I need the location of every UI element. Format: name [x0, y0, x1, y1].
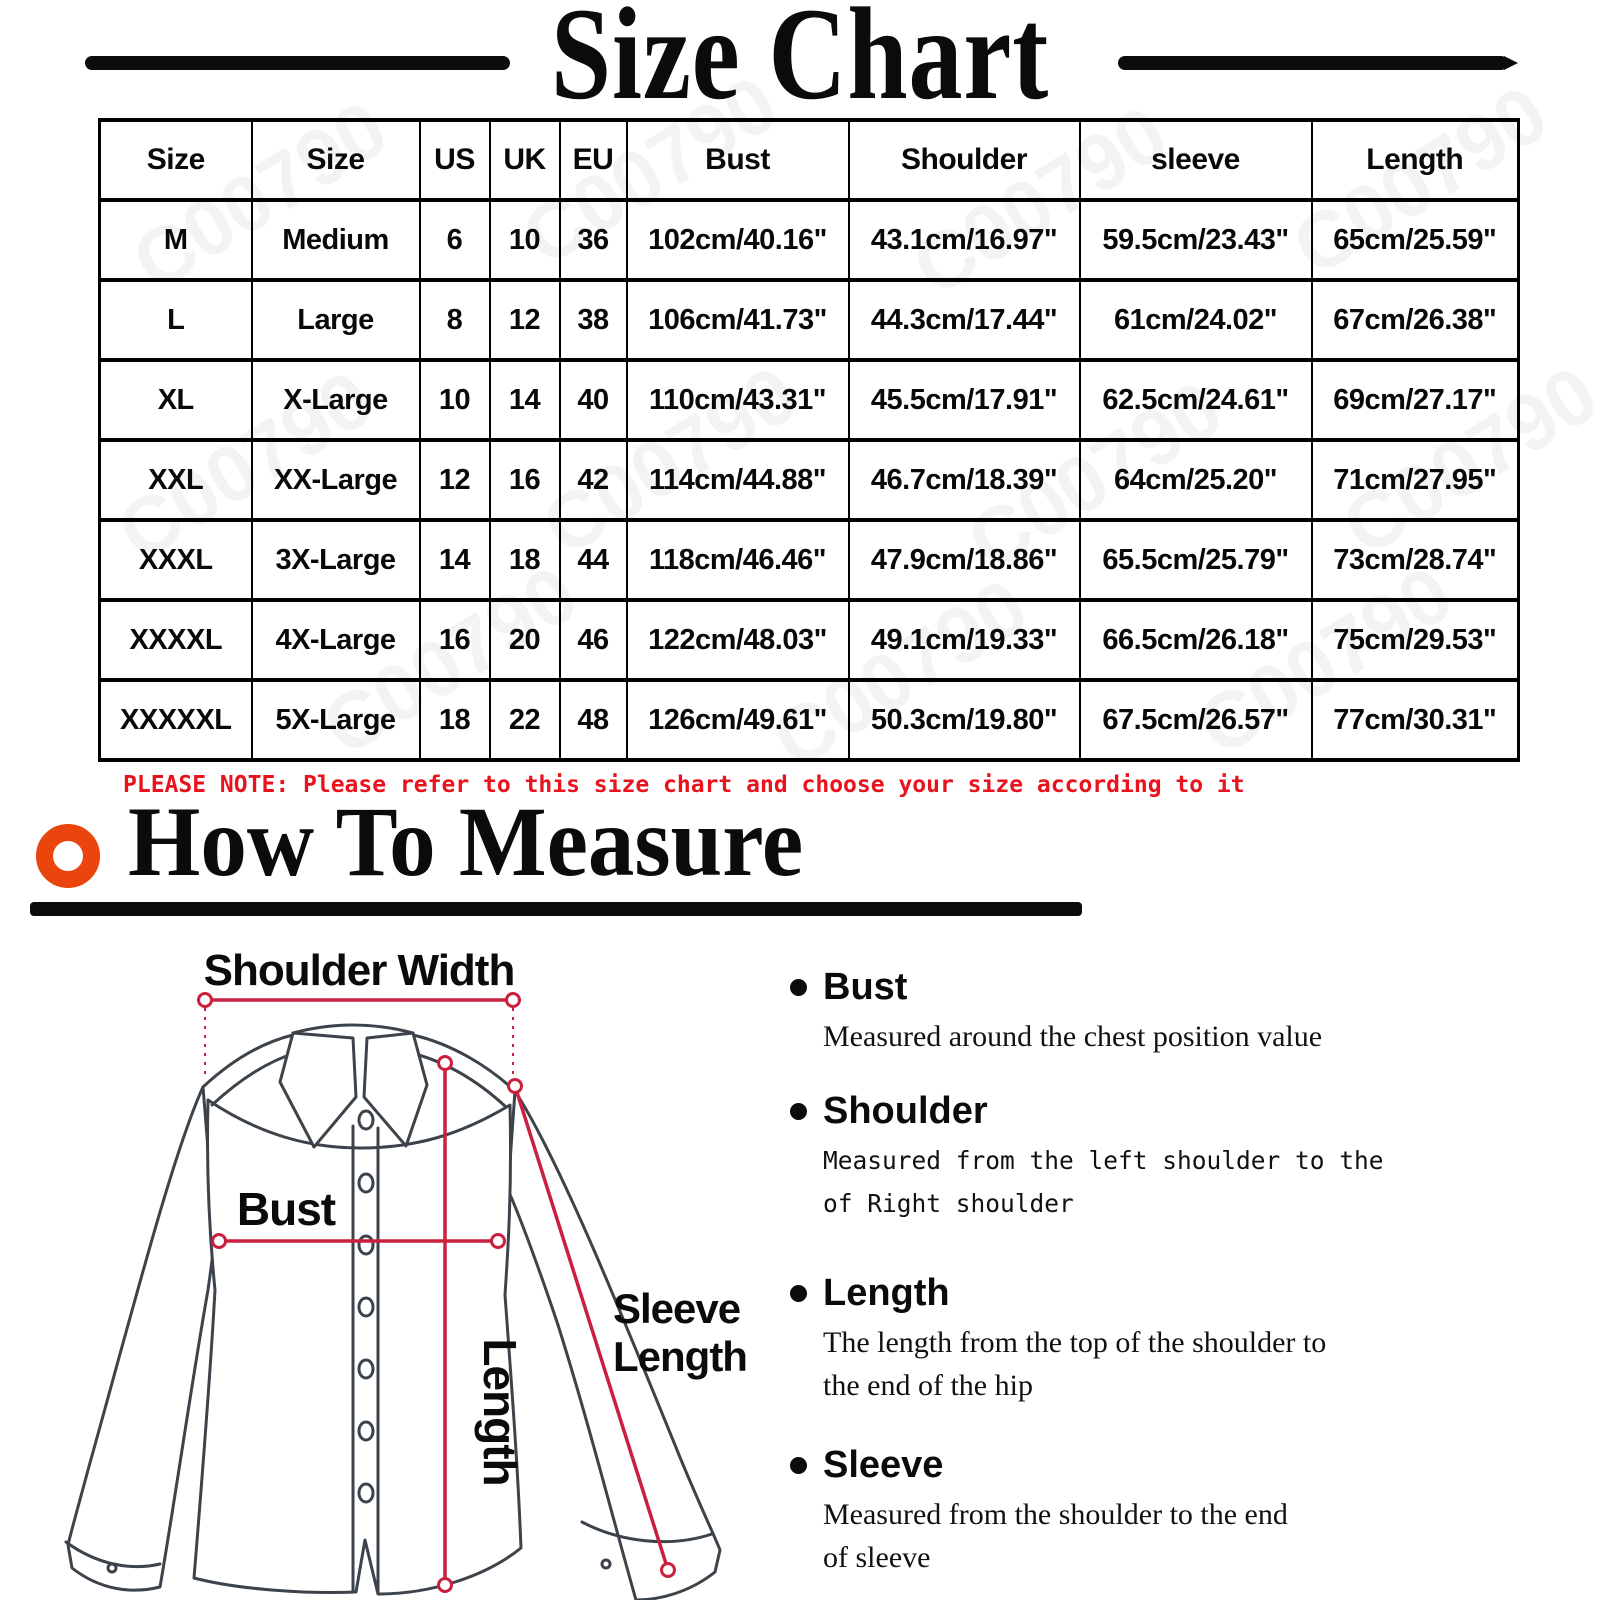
- column-header: UK: [490, 120, 560, 200]
- bullet-icon: [790, 1103, 807, 1120]
- table-cell: L: [100, 280, 252, 360]
- guide-term: Shoulder: [823, 1090, 988, 1132]
- table-cell: 71cm/27.95": [1312, 440, 1519, 520]
- ring-icon: [36, 824, 100, 888]
- shirt-measurement-diagram: [60, 900, 840, 1600]
- table-cell: X-Large: [252, 360, 420, 440]
- table-cell: XXXXL: [100, 600, 252, 680]
- table-cell: 4X-Large: [252, 600, 420, 680]
- table-cell: XXXL: [100, 520, 252, 600]
- table-cell: 65.5cm/25.79": [1080, 520, 1312, 600]
- column-header: Size: [252, 120, 420, 200]
- title-rule-arrow-tip: [1504, 56, 1518, 70]
- table-row: [100, 360, 1519, 440]
- table-header-row: [100, 120, 1519, 200]
- table-cell: XXXXXL: [100, 680, 252, 760]
- table-cell: XX-Large: [252, 440, 420, 520]
- table-cell: 22: [490, 680, 560, 760]
- column-header: Size: [100, 120, 252, 200]
- table-cell: 14: [420, 520, 490, 600]
- measure-guide-item-sleeve: [790, 1444, 1480, 1579]
- table-cell: 126cm/49.61": [627, 680, 849, 760]
- guide-description: Measured from the shoulder to the end of sleeve: [823, 1498, 1288, 1574]
- measure-guide-item-bust: [790, 966, 1480, 1058]
- shirt-right-cuff-button: [602, 1560, 610, 1568]
- shirt-collar-band: [293, 1025, 413, 1033]
- column-header: sleeve: [1080, 120, 1312, 200]
- table-cell: 73cm/28.74": [1312, 520, 1519, 600]
- table-cell: Large: [252, 280, 420, 360]
- bullet-icon: [790, 1457, 807, 1474]
- table-cell: 10: [490, 200, 560, 280]
- table-cell: M: [100, 200, 252, 280]
- table-cell: 122cm/48.03": [627, 600, 849, 680]
- shoulder-width-label: Shoulder Width: [203, 946, 515, 995]
- table-cell: 12: [490, 280, 560, 360]
- guide-term: Length: [823, 1272, 950, 1314]
- table-cell: 44.3cm/17.44": [849, 280, 1080, 360]
- table-cell: 69cm/27.17": [1312, 360, 1519, 440]
- table-cell: 50.3cm/19.80": [849, 680, 1080, 760]
- table-cell: 49.1cm/19.33": [849, 600, 1080, 680]
- shirt-left-sleeve: [68, 1087, 215, 1590]
- table-cell: XL: [100, 360, 252, 440]
- shirt-body: [194, 1100, 521, 1594]
- table-cell: 43.1cm/16.97": [849, 200, 1080, 280]
- table-cell: 62.5cm/24.61": [1080, 360, 1312, 440]
- guide-term: Sleeve: [823, 1444, 944, 1486]
- table-cell: 45.5cm/17.91": [849, 360, 1080, 440]
- guide-description: Measured around the chest position value: [823, 1020, 1323, 1053]
- table-cell: 106cm/41.73": [627, 280, 849, 360]
- table-cell: 47.9cm/18.86": [849, 520, 1080, 600]
- table-cell: 67cm/26.38": [1312, 280, 1519, 360]
- table-row: [100, 600, 1519, 680]
- table-cell: 42: [560, 440, 627, 520]
- table-cell: 110cm/43.31": [627, 360, 849, 440]
- table-cell: 20: [490, 600, 560, 680]
- table-cell: 77cm/30.31": [1312, 680, 1519, 760]
- column-header: Length: [1312, 120, 1519, 200]
- table-cell: 5X-Large: [252, 680, 420, 760]
- bullet-icon: [790, 1285, 807, 1302]
- size-chart-table: [98, 118, 1520, 762]
- table-cell: 10: [420, 360, 490, 440]
- measure-guide-item-length: [790, 1272, 1480, 1407]
- shirt-collar-left: [280, 1033, 356, 1147]
- column-header: EU: [560, 120, 627, 200]
- column-header: Bust: [627, 120, 849, 200]
- column-header: US: [420, 120, 490, 200]
- table-cell: 38: [560, 280, 627, 360]
- table-cell: 12: [420, 440, 490, 520]
- table-cell: 6: [420, 200, 490, 280]
- table-row: [100, 200, 1519, 280]
- guide-description: Measured from the left shoulder to the of Right shoulder: [823, 1146, 1384, 1218]
- guide-description: The length from the top of the shoulder to the end of the hip: [823, 1326, 1327, 1402]
- sleeve-length-label-line2: Length: [613, 1333, 747, 1380]
- table-cell: 3X-Large: [252, 520, 420, 600]
- table-cell: Medium: [252, 200, 420, 280]
- shirt-collar-right: [364, 1033, 427, 1146]
- table-cell: 8: [420, 280, 490, 360]
- bullet-icon: [790, 979, 807, 996]
- table-cell: 61cm/24.02": [1080, 280, 1312, 360]
- table-cell: 16: [490, 440, 560, 520]
- table-cell: 65cm/25.59": [1312, 200, 1519, 280]
- table-cell: 40: [560, 360, 627, 440]
- shirt-right-shoulder: [413, 1035, 515, 1091]
- table-row: [100, 280, 1519, 360]
- table-cell: 14: [490, 360, 560, 440]
- sleeve-length-label-line1: Sleeve: [613, 1285, 741, 1332]
- shirt-left-cuff-button: [108, 1564, 116, 1572]
- table-cell: 18: [490, 520, 560, 600]
- table-cell: 46.7cm/18.39": [849, 440, 1080, 520]
- table-cell: 64cm/25.20": [1080, 440, 1312, 520]
- measure-guide-item-shoulder: [790, 1090, 1480, 1225]
- length-label: Length: [474, 1338, 526, 1486]
- size-note: PLEASE NOTE: Please refer to this size chart and choose your size according to it: [123, 772, 1245, 798]
- table-cell: 114cm/44.88": [627, 440, 849, 520]
- table-cell: 75cm/29.53": [1312, 600, 1519, 680]
- title-rule-right: [1118, 56, 1508, 70]
- page-title: Size Chart: [550, 0, 1050, 127]
- table-cell: 59.5cm/23.43": [1080, 200, 1312, 280]
- table-cell: 66.5cm/26.18": [1080, 600, 1312, 680]
- table-cell: 36: [560, 200, 627, 280]
- table-cell: 16: [420, 600, 490, 680]
- bust-label: Bust: [236, 1183, 336, 1235]
- table-cell: 44: [560, 520, 627, 600]
- table-row: [100, 520, 1519, 600]
- table-cell: 46: [560, 600, 627, 680]
- table-cell: 18: [420, 680, 490, 760]
- how-to-measure-heading: How To Measure: [128, 786, 804, 897]
- table-cell: 48: [560, 680, 627, 760]
- table-cell: 67.5cm/26.57": [1080, 680, 1312, 760]
- table-cell: 102cm/40.16": [627, 200, 849, 280]
- table-cell: XXL: [100, 440, 252, 520]
- table-row: [100, 680, 1519, 760]
- table-cell: 118cm/46.46": [627, 520, 849, 600]
- column-header: Shoulder: [849, 120, 1080, 200]
- table-row: [100, 440, 1519, 520]
- guide-term: Bust: [823, 966, 908, 1008]
